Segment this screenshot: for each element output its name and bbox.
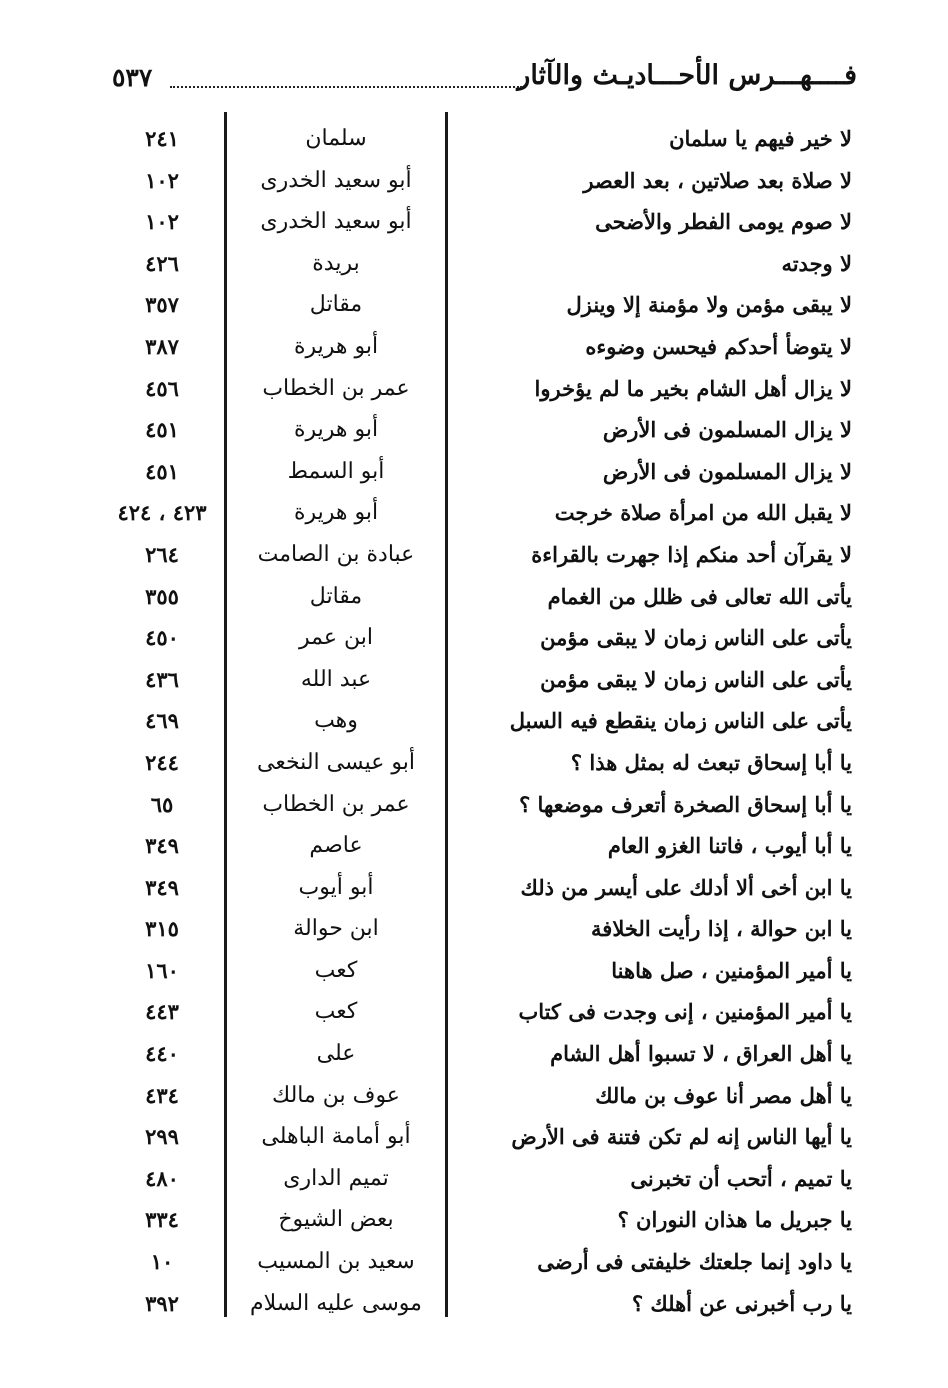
table-row — [0, 1241, 948, 1283]
table-row — [0, 160, 948, 202]
table-row — [0, 1075, 948, 1117]
table-row — [0, 908, 948, 950]
hadith-text: يا داود إنما جلعتك خليفتى فى أرضى — [537, 1249, 852, 1275]
page-reference: ١٠ — [150, 1249, 174, 1275]
page-reference: ٢٤٤ — [145, 749, 179, 775]
table-row — [0, 659, 948, 701]
page-reference: ٤٨٠ — [145, 1165, 179, 1191]
table-row — [0, 1033, 948, 1075]
hadith-text: يا أمير المؤمنين ، صل هاهنا — [611, 957, 852, 983]
narrator-name: مقاتل — [309, 292, 363, 318]
table-row — [0, 784, 948, 826]
header-dotted-leader — [170, 86, 522, 88]
narrator-name: أبو السمط — [287, 458, 385, 484]
narrator-name: كعب — [314, 999, 358, 1025]
narrator-name: سعيد بن المسيب — [257, 1249, 415, 1275]
page-reference: ٦٥ — [150, 791, 174, 817]
narrator-name: كعب — [314, 957, 358, 983]
page-reference: ٤٢٦ — [145, 250, 179, 276]
page-reference: ١٠٢ — [145, 209, 179, 235]
page-reference: ٤٥٠ — [145, 625, 179, 651]
hadith-text: يا ابن أخى ألا أدلك على أيسر من ذلك — [520, 874, 852, 900]
page-reference: ٣٨٧ — [145, 333, 179, 359]
table-row — [0, 825, 948, 867]
table-row — [0, 492, 948, 534]
table-row — [0, 1116, 948, 1158]
narrator-name: موسى عليه السلام — [250, 1290, 422, 1316]
narrator-name: عاصم — [309, 833, 363, 859]
table-row — [0, 409, 948, 451]
page-reference: ٣٩٢ — [145, 1290, 179, 1316]
page-reference: ٤٥١ — [145, 417, 179, 443]
hadith-text: لا يبقى مؤمن ولا مؤمنة إلا وينزل — [566, 292, 852, 318]
hadith-text: لا صوم يومى الفطر والأضحى — [595, 209, 852, 235]
hadith-text: يا أمير المؤمنين ، إنى وجدت فى كتاب — [518, 999, 852, 1025]
hadith-text: لا وجدته — [781, 250, 852, 276]
page-header — [112, 60, 857, 104]
index-table — [0, 118, 948, 1324]
table-row — [0, 534, 948, 576]
table-row — [0, 326, 948, 368]
page-reference: ٣٣٤ — [145, 1207, 179, 1233]
hadith-text: لا يقبل الله من امرأة صلاة خرجت — [554, 500, 852, 526]
hadith-text: يا أهل العراق ، لا تسبوا أهل الشام — [550, 1041, 852, 1067]
narrator-name: أبو أمامة الباهلى — [261, 1124, 411, 1150]
page-reference: ٢٤١ — [145, 126, 179, 151]
narrator-name: عبد الله — [300, 666, 372, 692]
page-title: فــــهـــرس الأحـــاديـث والآثار — [517, 60, 857, 91]
narrator-name: عمر بن الخطاب — [262, 375, 410, 401]
hadith-text: يا تميم ، أتحب أن تخبرنى — [630, 1165, 852, 1191]
table-row — [0, 451, 948, 493]
table-row — [0, 617, 948, 659]
hadith-text: يا أبا إسحاق تبعث له بمثل هذا ؟ — [570, 749, 852, 775]
table-row — [0, 950, 948, 992]
narrator-name: تميم الدارى — [283, 1165, 389, 1191]
narrator-name: أبو أيوب — [298, 874, 374, 900]
table-row — [0, 1158, 948, 1200]
hadith-text: لا صلاة بعد صلاتين ، بعد العصر — [583, 167, 852, 193]
table-row — [0, 1283, 948, 1325]
narrator-name: عبادة بن الصامت — [257, 541, 415, 567]
page-reference: ٤٤٣ — [145, 999, 179, 1025]
table-row — [0, 201, 948, 243]
narrator-name: أبو هريرة — [293, 500, 379, 526]
narrator-name: بعض الشيوخ — [278, 1207, 394, 1233]
page-reference: ٢٩٩ — [145, 1124, 179, 1150]
page-reference: ٣٥٥ — [145, 583, 179, 609]
table-row — [0, 118, 948, 160]
page-reference: ٤٥١ — [145, 458, 179, 484]
page-reference: ٣٤٩ — [145, 874, 179, 900]
page-reference: ٤٢٣ ، ٤٢٤ — [117, 500, 207, 526]
page-number: ٥٣٧ — [112, 63, 153, 92]
narrator-name: عمر بن الخطاب — [262, 791, 410, 817]
hadith-text: لا يزال المسلمون فى الأرض — [602, 417, 852, 443]
hadith-text: يا أهل مصر أنا عوف بن مالك — [595, 1082, 852, 1108]
hadith-text: لا يتوضأ أحدكم فيحسن وضوءه — [585, 333, 852, 359]
narrator-name: أبو هريرة — [293, 333, 379, 359]
hadith-text: يأتى على الناس زمان لا يبقى مؤمن — [540, 625, 852, 651]
page-reference: ٤٦٩ — [145, 708, 179, 734]
narrator-name: أبو هريرة — [293, 417, 379, 443]
page-reference: ٤٤٠ — [145, 1041, 179, 1067]
narrator-name: وهب — [314, 708, 358, 734]
hadith-text: يا أبا أيوب ، فاتنا الغزو العام — [607, 833, 852, 859]
narrator-name: أبو سعيد الخدرى — [260, 209, 412, 235]
table-row — [0, 700, 948, 742]
narrator-name: عوف بن مالك — [272, 1082, 400, 1108]
hadith-text: لا يزال المسلمون فى الأرض — [602, 458, 852, 484]
narrator-name: على — [316, 1041, 356, 1067]
page-reference: ٤٥٦ — [145, 375, 179, 401]
table-row — [0, 576, 948, 618]
narrator-name: أبو سعيد الخدرى — [260, 167, 412, 193]
table-row — [0, 991, 948, 1033]
hadith-text: لا خير فيهم يا سلمان — [669, 126, 852, 151]
table-row — [0, 243, 948, 285]
hadith-text: لا يقرآن أحد منكم إذا جهرت بالقراءة — [531, 541, 852, 567]
table-row — [0, 742, 948, 784]
hadith-text: يا ابن حوالة ، إذا رأيت الخلافة — [591, 916, 852, 942]
page-reference: ٣١٥ — [145, 916, 179, 942]
narrator-name: ابن عمر — [299, 625, 373, 651]
hadith-text: يا أبا إسحاق الصخرة أتعرف موضعها ؟ — [519, 791, 852, 817]
page-reference: ٢٦٤ — [145, 541, 179, 567]
hadith-text: يأتى على الناس زمان ينقطع فيه السبل — [509, 708, 852, 734]
narrator-name: ابن حوالة — [293, 916, 379, 942]
page-reference: ٣٤٩ — [145, 833, 179, 859]
table-row — [0, 284, 948, 326]
hadith-text: يا أيها الناس إنه لم تكن فتنة فى الأرض — [511, 1124, 852, 1150]
narrator-name: بريدة — [312, 250, 360, 276]
hadith-text: يا جبريل ما هذان النوران ؟ — [617, 1207, 852, 1233]
page-reference: ٤٣٦ — [145, 666, 179, 692]
narrator-name: مقاتل — [309, 583, 363, 609]
hadith-text: يأتى الله تعالى فى ظلل من الغمام — [547, 583, 852, 609]
hadith-text: يأتى على الناس زمان لا يبقى مؤمن — [540, 666, 852, 692]
narrator-name: سلمان — [305, 126, 367, 151]
hadith-text: يا رب أخبرنى عن أهلك ؟ — [631, 1290, 852, 1316]
table-row — [0, 368, 948, 410]
page-reference: ١٠٢ — [145, 167, 179, 193]
narrator-name: أبو عيسى النخعى — [257, 749, 415, 775]
page-reference: ٤٣٤ — [145, 1082, 179, 1108]
page-reference: ٣٥٧ — [145, 292, 179, 318]
table-row — [0, 1199, 948, 1241]
hadith-text: لا يزال أهل الشام بخير ما لم يؤخروا — [534, 375, 852, 401]
table-row — [0, 867, 948, 909]
page-reference: ١٦٠ — [145, 957, 179, 983]
